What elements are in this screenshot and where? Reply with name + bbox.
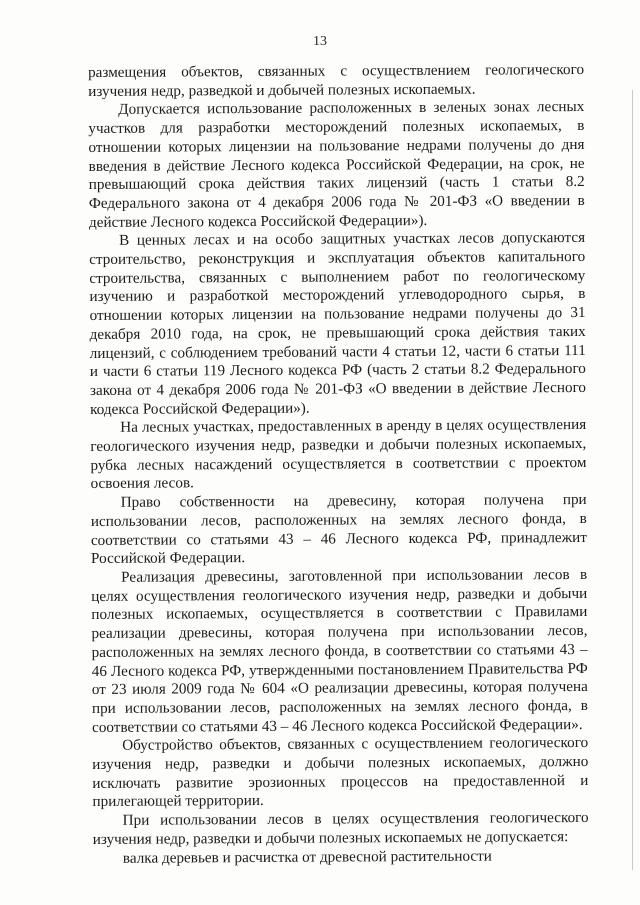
paragraph-5: Право собственности на древесину, которая получена при использовании лесов, расположенных на землях лесного фонда, в соответствии со статьями 43 – 46 Лесного кодекса РФ, принадлежит Российской Федерации. bbox=[90, 491, 587, 568]
paragraph-7: Обустройство объектов, связанных с осуществлением геологического изучения недр, разведки и добычи полезных ископаемых, должно исключать развитие эрозионных процессов на предоставленной и прилегающей территории. bbox=[92, 734, 589, 811]
paragraph-8: При использовании лесов в целях осуществления геологического изучения недр, разведки и добычи полезных ископаемых не допускается: bbox=[92, 809, 589, 848]
body-text bbox=[88, 61, 589, 868]
scan-edge-line bbox=[632, 90, 633, 870]
paragraph-4: На лесных участках, предоставленных в аренду в целях осуществления геологического изучения недр, разведки и добычи полезных ископаемых, рубка лесных насаждений осуществляется в соответствии с проектом освоения лесов. bbox=[90, 416, 587, 493]
paragraph-3: В ценных лесах и на особо защитных участках лесов допускаются строительство, реконструкция и эксплуатация объектов капитального строительства, связанных с выполнением работ по геологическому изучению и разработкой месторождений углеводородного сырья, в отношении которых лицензии на пользование недрами получены до 31 декабря 2010 года, на срок, не превышающий срока действия таких лицензий, с соблюдением требований части 4 статьи 12, части 6 статьи 111 и части 6 статьи 119 Лесного кодекса РФ (часть 2 статьи 8.2 Федерального закона от 4 декабря 2006 года № 201-ФЗ «О введении в действие Лесного кодекса Российской Федерации»). bbox=[89, 229, 587, 418]
page-number: 13 bbox=[313, 34, 327, 49]
paragraph-1: размещения объектов, связанных с осуществлением геологического изучения недр, разведкой и добычей полезных ископаемых. bbox=[88, 60, 585, 100]
paragraph-6: Реализация древесины, заготовленной при использовании лесов в целях осуществления геологического изучения недр, разведки и добычи полезных ископаемых, осуществляется в соответствии с Правилами реализации древесины, которая получена при использовании лесов, расположенных на землях лесного фонда, в соответствии со статьями 43 – 46 Лесного кодекса РФ, утвержденными постановлением Правительства РФ от 23 июля 2009 года № 604 «О реализации древесины, которая получена при использовании лесов, расположенных на землях лесного фонда, в соответствии со статьями 43 – 46 Лесного кодекса Российской Федерации». bbox=[91, 565, 588, 736]
paragraph-2: Допускается использование расположенных в зеленых зонах лесных участков для разработки месторождений полезных ископаемых, в отношении которых лицензии на пользование недрами получены до дня введения в действие Лесного кодекса Российской Федерации, на срок, не превышающий срока действия таких лицензий (часть 1 статьи 8.2 Федерального закона от 4 декабря 2006 года № 201-ФЗ «О введении в действие Лесного кодекса Российской Федерации»). bbox=[88, 98, 585, 231]
paragraph-9: валка деревьев и расчистка от древесной растительности bbox=[122, 847, 492, 867]
